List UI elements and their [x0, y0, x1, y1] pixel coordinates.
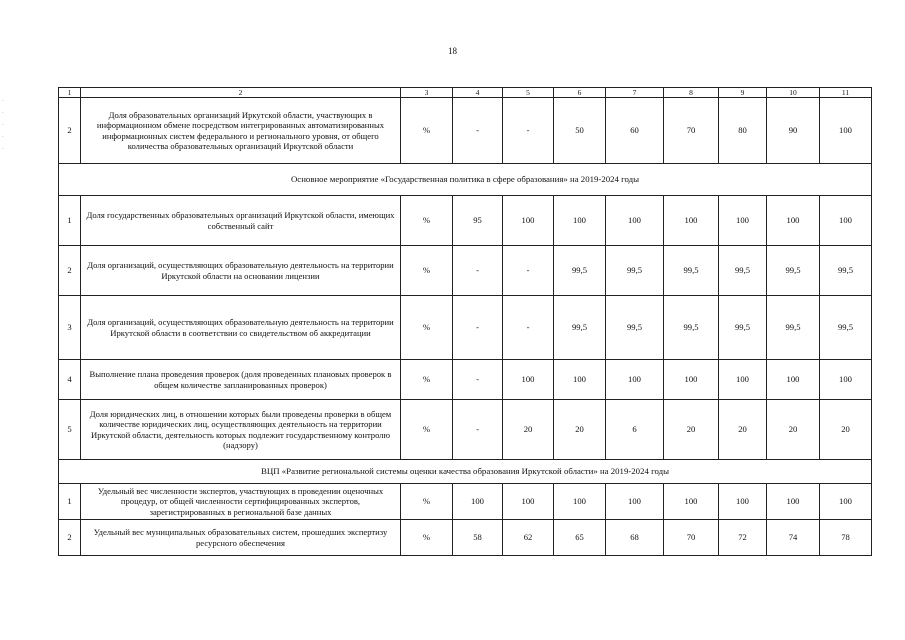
table-row — [59, 520, 872, 556]
value-cell: 100 — [503, 484, 554, 520]
value-cell: 100 — [767, 484, 820, 520]
column-header: 4 — [453, 88, 503, 98]
value-cell: 99,5 — [664, 296, 719, 360]
value-cell: 100 — [606, 196, 664, 246]
row-number: 1 — [59, 484, 81, 520]
value-cell: 100 — [664, 196, 719, 246]
value-cell: 99,5 — [554, 296, 606, 360]
column-header: 6 — [554, 88, 606, 98]
value-cell: 70 — [664, 520, 719, 556]
row-number: 5 — [59, 400, 81, 460]
value-cell: 100 — [554, 196, 606, 246]
table-row — [59, 400, 872, 460]
indicator-description: Доля организаций, осуществляющих образовательную деятельность на территории Иркутской области в соответствии со свидетельством об аккредитации — [81, 296, 401, 360]
indicator-description: Выполнение плана проведения проверок (доля проведенных плановых проверок в общем количестве запланированных проверок) — [81, 360, 401, 400]
value-cell: - — [503, 296, 554, 360]
value-cell: 20 — [554, 400, 606, 460]
value-cell: 99,5 — [820, 246, 872, 296]
value-cell: 95 — [453, 196, 503, 246]
row-number: 4 — [59, 360, 81, 400]
value-cell: 78 — [820, 520, 872, 556]
value-cell: 100 — [820, 484, 872, 520]
indicator-description: Удельный вес муниципальных образовательных систем, прошедших экспертизу ресурсного обеспечения — [81, 520, 401, 556]
value-cell: - — [453, 98, 503, 164]
value-cell: - — [453, 296, 503, 360]
column-header: 10 — [767, 88, 820, 98]
value-cell: 100 — [820, 98, 872, 164]
value-cell: 100 — [606, 360, 664, 400]
value-cell: 100 — [664, 484, 719, 520]
value-cell: 58 — [453, 520, 503, 556]
value-cell: 100 — [503, 360, 554, 400]
value-cell: 99,5 — [606, 296, 664, 360]
column-header: 8 — [664, 88, 719, 98]
value-cell: 6 — [606, 400, 664, 460]
unit-cell: % — [401, 360, 453, 400]
table-row — [59, 296, 872, 360]
value-cell: - — [453, 400, 503, 460]
value-cell: 80 — [719, 98, 767, 164]
scan-artifact: · — [2, 110, 4, 116]
value-cell: 99,5 — [719, 246, 767, 296]
value-cell: 65 — [554, 520, 606, 556]
scan-artifact: · — [2, 146, 4, 152]
value-cell: 72 — [719, 520, 767, 556]
indicator-description: Доля государственных образовательных организаций Иркутской области, имеющих собственный сайт — [81, 196, 401, 246]
value-cell: 100 — [719, 360, 767, 400]
indicator-description: Доля организаций, осуществляющих образовательную деятельность на территории Иркутской области на основании лицензии — [81, 246, 401, 296]
table-row — [59, 246, 872, 296]
value-cell: 20 — [767, 400, 820, 460]
value-cell: 100 — [554, 360, 606, 400]
value-cell: 100 — [606, 484, 664, 520]
row-number: 3 — [59, 296, 81, 360]
unit-cell: % — [401, 196, 453, 246]
section-title: Основное мероприятие «Государственная политика в сфере образования» на 2019-2024 годы — [59, 164, 872, 196]
value-cell: 99,5 — [719, 296, 767, 360]
value-cell: 90 — [767, 98, 820, 164]
column-header: 9 — [719, 88, 767, 98]
value-cell: 100 — [820, 196, 872, 246]
value-cell: - — [453, 246, 503, 296]
column-header: 7 — [606, 88, 664, 98]
value-cell: 20 — [503, 400, 554, 460]
value-cell: 99,5 — [767, 296, 820, 360]
table-row — [59, 360, 872, 400]
value-cell: - — [453, 360, 503, 400]
value-cell: 99,5 — [767, 246, 820, 296]
unit-cell: % — [401, 520, 453, 556]
value-cell: 100 — [767, 196, 820, 246]
section-row — [59, 164, 872, 196]
column-header: 3 — [401, 88, 453, 98]
value-cell: 100 — [820, 360, 872, 400]
indicator-description: Удельный вес численности экспертов, участвующих в проведении оценочных процедур, от общей численности сертифицированных экспертов, зарегистрированных в региональной базе данных — [81, 484, 401, 520]
value-cell: 68 — [606, 520, 664, 556]
value-cell: 99,5 — [606, 246, 664, 296]
row-number: 2 — [59, 246, 81, 296]
column-header: 11 — [820, 88, 872, 98]
column-header: 1 — [59, 88, 81, 98]
value-cell: 100 — [664, 360, 719, 400]
value-cell: 99,5 — [664, 246, 719, 296]
value-cell: - — [503, 98, 554, 164]
unit-cell: % — [401, 296, 453, 360]
unit-cell: % — [401, 246, 453, 296]
value-cell: 20 — [719, 400, 767, 460]
section-row — [59, 460, 872, 484]
row-number: 1 — [59, 196, 81, 246]
value-cell: 100 — [719, 484, 767, 520]
value-cell: 100 — [554, 484, 606, 520]
row-number: 2 — [59, 98, 81, 164]
value-cell: 99,5 — [554, 246, 606, 296]
value-cell: 74 — [767, 520, 820, 556]
table-row — [59, 484, 872, 520]
table-row — [59, 196, 872, 246]
value-cell: 100 — [719, 196, 767, 246]
indicators-table — [58, 87, 872, 556]
indicator-description: Доля юридических лиц, в отношении которых были проведены проверки в общем количестве юридических лиц, осуществляющих деятельность на территории Иркутской области, деятельность которых подлежит государственному контролю (надзору) — [81, 400, 401, 460]
table-row — [59, 98, 872, 164]
value-cell: 20 — [664, 400, 719, 460]
section-title: ВЦП «Развитие региональной системы оценки качества образования Иркутской области» на 2019-2024 годы — [59, 460, 872, 484]
value-cell: - — [503, 246, 554, 296]
indicator-description: Доля образовательных организаций Иркутской области, участвующих в информационном обмене посредством интегрированных автоматизированных информационных систем федерального и регионального уровня, от общего количества образовательных организаций Иркутской области — [81, 98, 401, 164]
value-cell: 62 — [503, 520, 554, 556]
value-cell: 20 — [820, 400, 872, 460]
scan-artifact: · — [2, 98, 4, 104]
column-header: 5 — [503, 88, 554, 98]
value-cell: 50 — [554, 98, 606, 164]
value-cell: 60 — [606, 98, 664, 164]
unit-cell: % — [401, 98, 453, 164]
unit-cell: % — [401, 484, 453, 520]
column-header-row — [59, 88, 872, 98]
scan-artifact: · — [2, 134, 4, 140]
row-number: 2 — [59, 520, 81, 556]
value-cell: 100 — [767, 360, 820, 400]
value-cell: 100 — [503, 196, 554, 246]
value-cell: 100 — [453, 484, 503, 520]
page-number: 18 — [448, 46, 457, 56]
unit-cell: % — [401, 400, 453, 460]
value-cell: 99,5 — [820, 296, 872, 360]
column-header: 2 — [81, 88, 401, 98]
scan-artifact: · — [2, 122, 4, 128]
value-cell: 70 — [664, 98, 719, 164]
